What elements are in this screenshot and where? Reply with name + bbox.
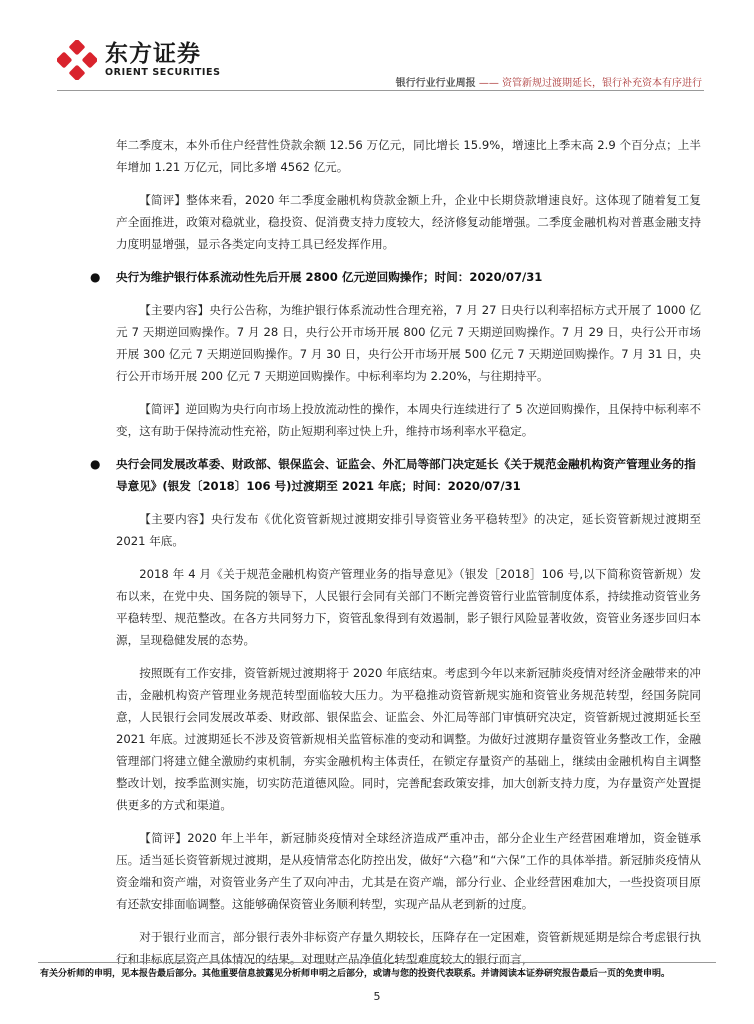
report-subtitle: —— 资管新规过渡期延长，银行补充资本有序进行 xyxy=(478,78,702,89)
report-body xyxy=(90,134,701,981)
footer-disclaimer: 有关分析师的申明，见本报告最后部分。其他重要信息披露见分析师申明之后部分，或请与您的投资代表联系。并请阅读本证券研究报告最后一页的免责申明。 xyxy=(40,969,671,979)
paragraph-repo-comment: 【简评】逆回购为央行向市场上投放流动性的操作，本周央行连续进行了 5 次逆回购操作，且保持中标利率不变，这有助于保持流动性充裕，防止短期利率过快上升，维持市场利率水平稳定。 xyxy=(116,402,701,438)
paragraph-banking-impact: 对于银行业而言，部分银行表外非标资产存量久期较长，压降存在一定困难，资管新规延期是综合考虑银行执行和非标底层资产具体情况的结果。对理财产品净值化转型难度较大的银行而言， xyxy=(116,930,701,966)
logo-english-name: ORIENT SECURITIES xyxy=(105,67,221,78)
bullet-transition-extension-text: 央行会同发展改革委、财政部、银保监会、证监会、外汇局等部门决定延长《关于规范金融机构资产管理业务的指导意见》(银发〔2018〕106 号)过渡期至 2021 年底；时间：2020/07/31 xyxy=(116,457,696,493)
bullet-icon: ● xyxy=(90,270,101,284)
bullet-transition-extension xyxy=(90,453,701,497)
company-logo xyxy=(57,40,221,80)
paragraph-new-rules-background: 2018 年 4 月《关于规范金融机构资产管理业务的指导意见》（银发［2018］106 号,以下简称资管新规）发布以来，在党中央、国务院的领导下，人民银行会同有关部门不断完善资管行业监管制度体系，持续推动资管业务平稳转型、规范整改。在各方共同努力下，资管乱象得到有效遏制，影子银行风险显著收敛，资管业务逐步回归本源，呈现稳健发展的态势。 xyxy=(116,567,701,647)
page-number: 5 xyxy=(373,990,381,1003)
header-divider xyxy=(57,90,704,91)
bullet-reverse-repo xyxy=(90,266,701,288)
footer-divider xyxy=(38,962,716,963)
paragraph-repo-content: 【主要内容】央行公告称，为维护银行体系流动性合理充裕，7 月 27 日央行以利率招标方式开展了 1000 亿元 7 天期逆回购操作。7 月 28 日，央行公开市场开展 800 亿元 7 天期逆回购操作。7 月 29 日，央行公开市场开展 300 亿元 7 天期逆回购操作。7 月 30 日，央行公开市场开展 500 亿元 7 天期逆回购操作。7 月 31 日，央行公开市场开展 200 亿元 7 天期逆回购操作。中标利率均为 2.20%，与往期持平。 xyxy=(116,303,701,383)
paragraph-loan-stats: 年二季度末，本外币住户经营性贷款余额 12.56 万亿元，同比增长 15.9%，增速比上季末高 2.9 个百分点；上半年增加 1.21 万亿元，同比多增 4562 亿元。 xyxy=(116,138,701,174)
report-type: 银行行业行业周报 xyxy=(395,78,476,89)
paragraph-comment-loans: 【简评】整体来看，2020 年二季度金融机构贷款金额上升，企业中长期贷款增速良好。这体现了随着复工复产全面推进，政策对稳就业，稳投资、促消费支持力度较大，经济修复动能增强。二季度金融机构对普惠金融支持力度明显增强，显示各类定向支持工具已经发挥作用。 xyxy=(116,193,701,251)
paragraph-extension-details: 按照既有工作安排，资管新规过渡期将于 2020 年底结束。考虑到今年以来新冠肺炎疫情对经济金融带来的冲击，金融机构资产管理业务规范转型面临较大压力。为平稳推动资管新规实施和资管业务规范转型，经国务院同意，人民银行会同发展改革委、财政部、银保监会、证监会、外汇局等部门审慎研究决定，资管新规过渡期延长至 2021 年底。过渡期延长不涉及资管新规相关监管标准的变动和调整。为做好过渡期存量资管业务整改工作，金融管理部门将建立健全激励约束机制，夯实金融机构主体责任，在锁定存量资产的基础上，继续由金融机构自主调整整改计划，按季监测实施，切实防范道德风险。同时，完善配套政策安排，加大创新支持力度，为存量资产处置提供更多的方式和渠道。 xyxy=(116,666,701,812)
paragraph-extension-content: 【主要内容】央行发布《优化资管新规过渡期安排引导资管业务平稳转型》的决定，延长资管新规过渡期至 2021 年底。 xyxy=(116,512,701,548)
bullet-reverse-repo-text: 央行为维护银行体系流动性先后开展 2800 亿元逆回购操作；时间：2020/07/31 xyxy=(116,270,543,284)
orient-securities-logo-icon xyxy=(57,40,97,80)
paragraph-extension-comment: 【简评】2020 年上半年，新冠肺炎疫情对全球经济造成严重冲击，部分企业生产经营困难增加，资金链承压。适当延长资管新规过渡期，是从疫情常态化防控出发，做好“六稳”和“六保”工作的具体举措。新冠肺炎疫情从资金端和资产端，对资管业务产生了双向冲击，尤其是在资产端，部分行业、企业经营困难加大，一些投资项目原有还款安排面临调整。这能够确保资管业务顺利转型，实现产品从老到新的过度。 xyxy=(116,831,701,911)
bullet-icon: ● xyxy=(90,457,101,471)
logo-chinese-name: 东方证券 xyxy=(105,41,201,67)
report-header-title xyxy=(396,74,702,89)
